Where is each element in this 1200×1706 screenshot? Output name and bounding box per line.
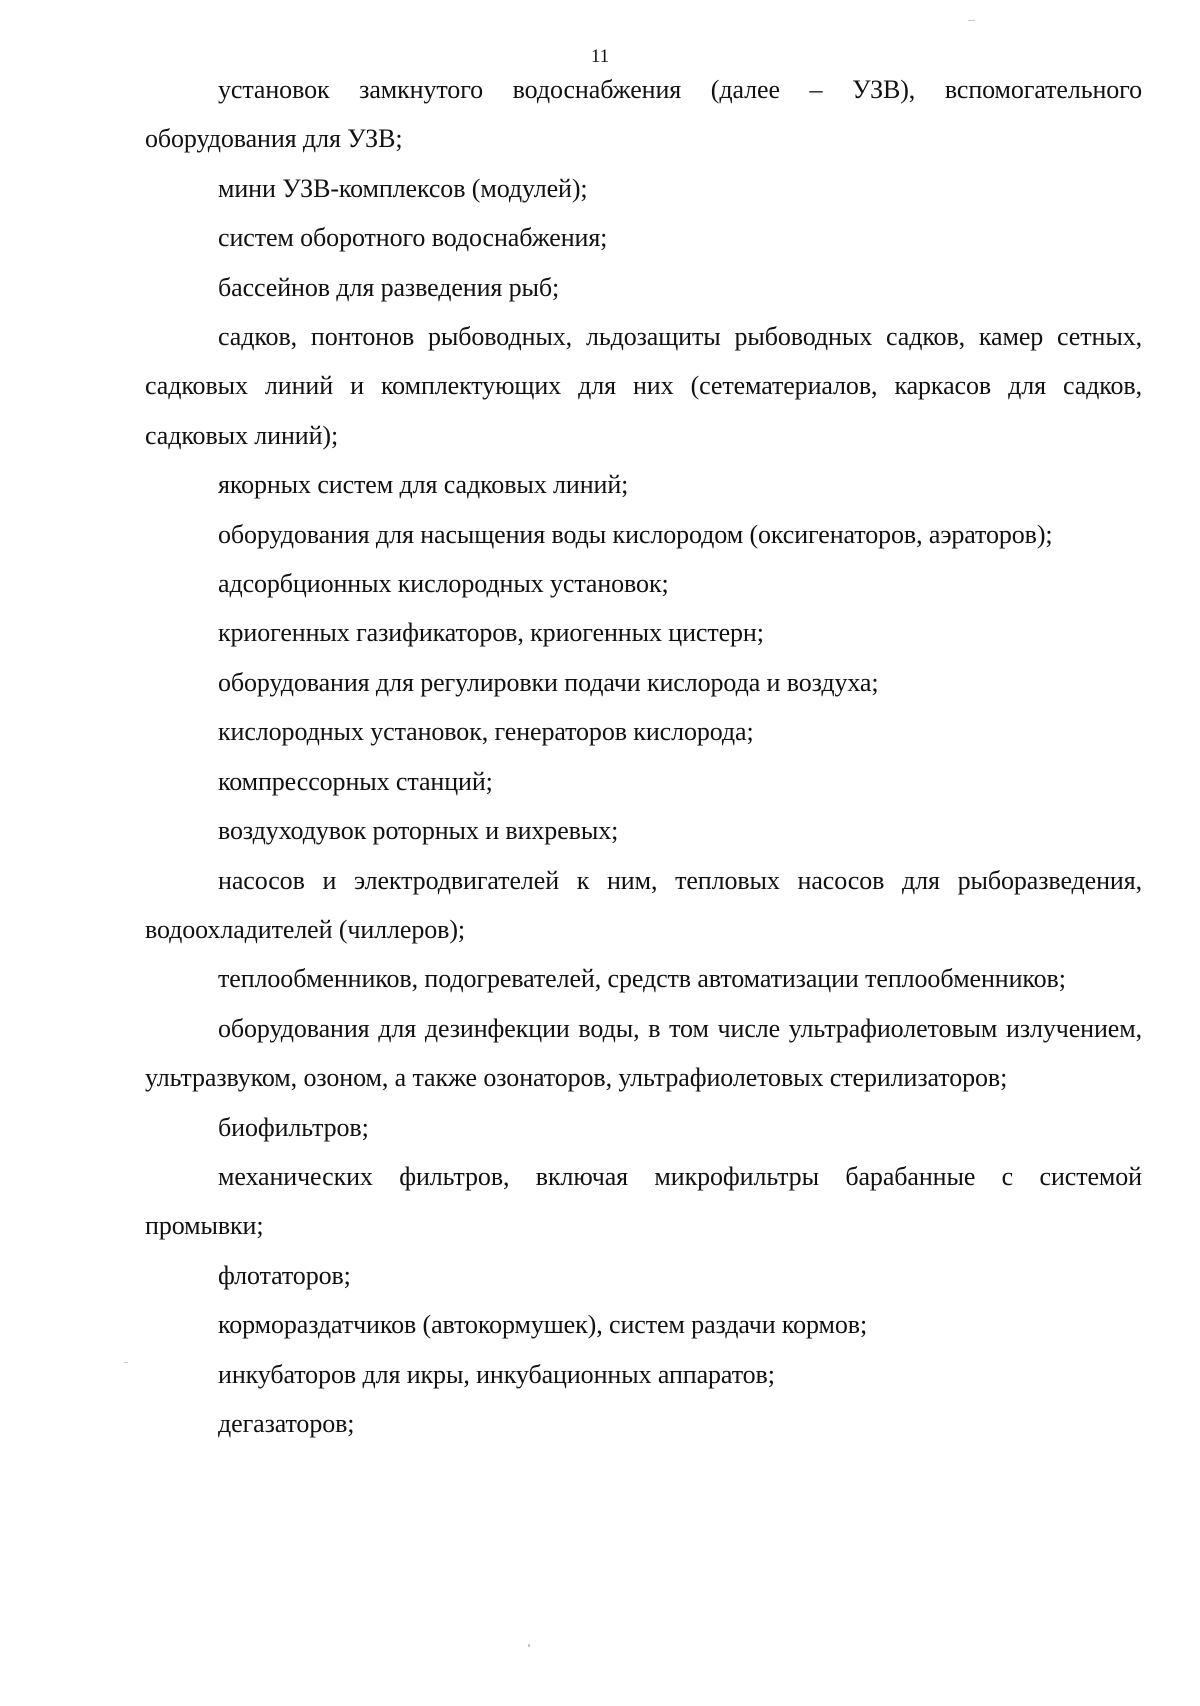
- list-item: оборудования для регулировки подачи кислорода и воздуха;: [218, 667, 879, 697]
- list-item: оборудования для дезинфекции воды, в том числе ультрафиолетовым излучением, ультразвуком, озоном, а также озонаторов, ультрафиолетовых стерилизаторов;: [145, 1013, 1142, 1093]
- list-item: дегазаторов;: [218, 1408, 355, 1438]
- list-item: кислородных установок, генераторов кислорода;: [218, 717, 754, 747]
- list-item: садков, понтонов рыбоводных, льдозащиты рыбоводных садков, камер сетных, садковых линий и комплектующих для них (сетематериалов, каркасов для садков, садковых линий);: [145, 322, 1142, 450]
- list-item: воздуходувок роторных и вихревых;: [218, 816, 619, 846]
- list-item: инкубаторов для икры, инкубационных аппаратов;: [218, 1359, 775, 1389]
- scan-speck: [124, 1362, 128, 1363]
- list-item: теплообменников, подогревателей, средств автоматизации теплообменников;: [218, 964, 1066, 994]
- scan-speck: [968, 20, 975, 21]
- document-body: [145, 65, 1142, 1448]
- list-item: флотаторов;: [218, 1260, 351, 1290]
- list-item: компрессорных станций;: [218, 766, 493, 796]
- list-item: систем оборотного водоснабжения;: [218, 223, 608, 253]
- scan-speck: [528, 1644, 530, 1647]
- list-item: мини УЗВ-комплексов (модулей);: [218, 173, 588, 203]
- list-item: механических фильтров, включая микрофильтры барабанные с системой промывки;: [145, 1161, 1142, 1241]
- list-item: насосов и электродвигателей к ним, тепловых насосов для рыборазведения, водоохладителей (чиллеров);: [145, 865, 1142, 944]
- list-item: оборудования для насыщения воды кислородом (оксигенаторов, аэраторов);: [218, 519, 1053, 549]
- list-item: кормораздатчиков (автокормушек), систем раздачи кормов;: [218, 1310, 868, 1340]
- list-item: якорных систем для садковых линий;: [218, 470, 629, 500]
- list-item: биофильтров;: [218, 1112, 369, 1142]
- list-item: адсорбционных кислородных установок;: [218, 569, 669, 599]
- list-item: бассейнов для разведения рыб;: [218, 272, 560, 302]
- page-number: 11: [590, 46, 610, 67]
- list-item: установок замкнутого водоснабжения (далее – УЗВ), вспомогательного оборудования для УЗВ;: [145, 75, 1142, 154]
- list-item: криогенных газификаторов, криогенных цистерн;: [218, 618, 764, 648]
